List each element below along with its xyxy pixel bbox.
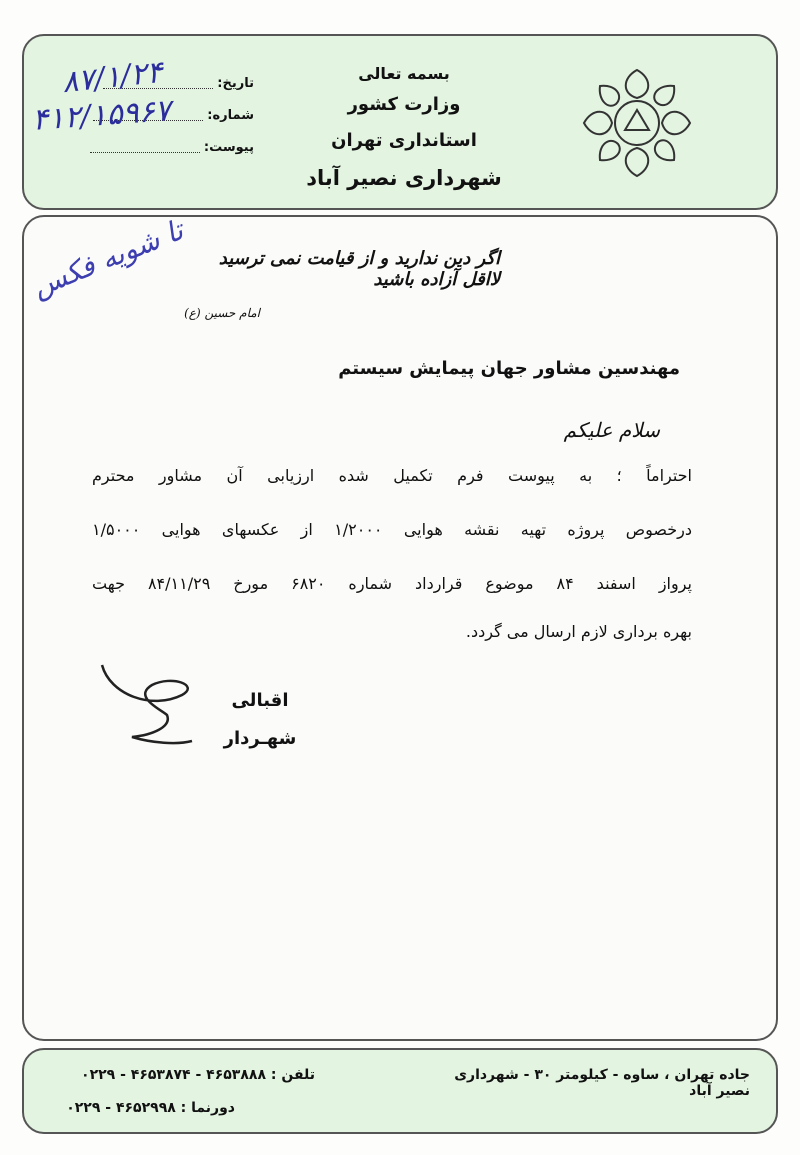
number-label: شماره: [207, 108, 254, 123]
footer-fax: دورنما : ۴۶۵۲۹۹۸ - ۰۲۲۹ [66, 1100, 235, 1116]
attachment-label: پیوست: [203, 140, 254, 155]
footer-phone: تلفن : ۴۶۵۳۸۸۸ - ۴۶۵۳۸۷۴ - ۰۲۲۹ [81, 1067, 315, 1083]
signature [92, 655, 202, 755]
signer-title: شهـردار [223, 728, 297, 749]
header-basmala: بسمه تعالی [358, 64, 450, 83]
body-line: درخصوص پروژه تهیه نقشه هوایی ۱/۲۰۰۰ از عکسهای هوایی ۱/۵۰۰۰ [92, 520, 692, 539]
header-province: استانداری تهران [331, 130, 477, 151]
date-label: تاریخ: [217, 76, 254, 91]
letterhead [22, 34, 778, 210]
footer-address: جاده تهران ، ساوه - کیلومتر ۳۰ - شهرداری نصیر آباد [454, 1067, 750, 1099]
header-ministry: وزارت کشور [347, 94, 461, 115]
attachment-field [84, 140, 254, 155]
handwritten-date: ۸۷/۱/۲۴ [60, 54, 165, 101]
municipality-emblem-icon [572, 58, 702, 188]
body-line: پرواز اسفند ۸۴ موضوع قرارداد شماره ۶۸۲۰ مورخ ۸۴/۱۱/۲۹ جهت [92, 574, 692, 593]
recipient: مهندسین مشاور جهان پیمایش سیستم [338, 358, 680, 379]
body-line: احتراماً ؛ به پیوست فرم تکمیل شده ارزیابی آن مشاور محترم [92, 466, 692, 485]
quote-attribution: امام حسین (ع) [184, 306, 260, 320]
handwritten-note: تا شویه فکس [27, 213, 188, 304]
quote: اگر دین ندارید و از قیامت نمی ترسید لااقل آزاده باشید [218, 248, 500, 290]
body-line: بهره برداری لازم ارسال می گردد. [465, 622, 692, 641]
handwritten-number: ۴۱۲/۱۵۹۶۷ [30, 93, 173, 138]
signer-name: اقبالی [231, 690, 289, 711]
header-municipality: شهرداری نصیر آباد [306, 166, 502, 190]
greeting: سلام علیکم [563, 418, 660, 442]
